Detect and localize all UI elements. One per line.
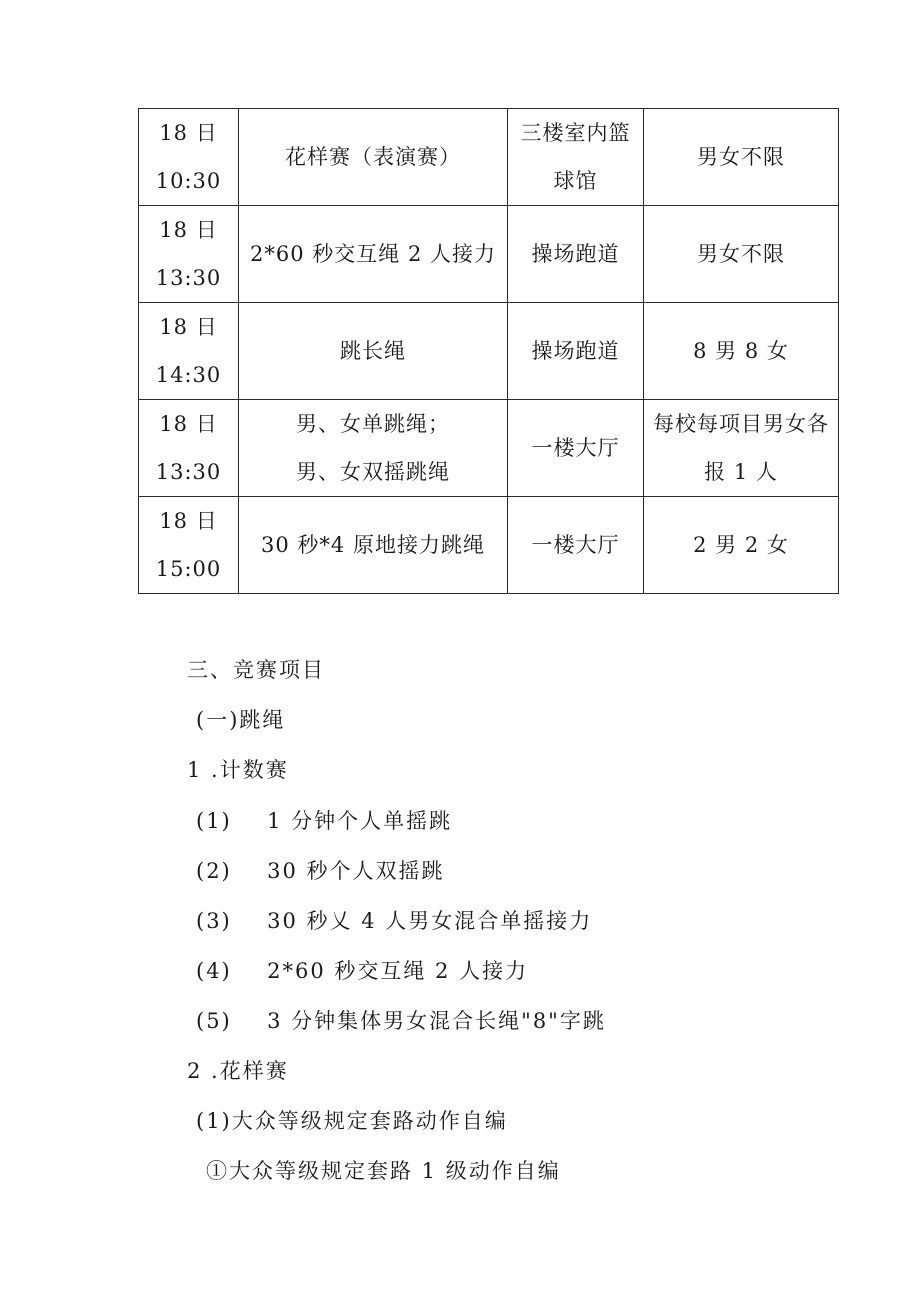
requirement-cell-line: 每校每项目男女各 xyxy=(653,412,829,436)
requirement-cell xyxy=(644,206,839,303)
date-text: 18 日 xyxy=(159,218,218,242)
list-item-number: (5) xyxy=(196,1009,232,1033)
venue-cell-line: 操场跑道 xyxy=(531,242,620,266)
event-cell-line: 2*60 秒交互绳 2 人接力 xyxy=(250,242,496,266)
venue-cell-line: 一楼大厅 xyxy=(531,436,620,460)
event-cell xyxy=(239,400,508,497)
freestyle-subitem-level: ①大众等级规定套路 1 级动作自编 xyxy=(206,1159,561,1183)
venue-cell xyxy=(508,400,644,497)
list-item-text: 3 分钟集体男女混合长绳"8"字跳 xyxy=(267,1009,606,1033)
requirement-cell xyxy=(644,303,839,400)
table-row xyxy=(139,206,839,303)
venue-cell xyxy=(508,303,644,400)
venue-cell xyxy=(508,497,644,594)
list-item-number: (4) xyxy=(196,959,232,983)
list-item-number: (1) xyxy=(196,809,232,833)
list-item-number: (2) xyxy=(196,859,232,883)
time-text: 13:30 xyxy=(155,460,222,484)
requirement-cell-line: 男女不限 xyxy=(697,242,785,266)
item-counting-title: 1 .计数赛 xyxy=(187,758,289,782)
venue-cell-line: 三楼室内篮 xyxy=(520,121,631,145)
time-cell xyxy=(139,497,239,594)
event-cell-line: 男、女双摇跳绳 xyxy=(296,460,450,484)
event-cell xyxy=(239,206,508,303)
event-cell xyxy=(239,109,508,206)
list-item xyxy=(196,956,528,986)
list-item-text: 1 分钟个人单摇跳 xyxy=(267,809,453,833)
item-freestyle-title: 2 .花样赛 xyxy=(187,1059,289,1083)
time-cell xyxy=(139,303,239,400)
list-item xyxy=(196,856,445,886)
time-text: 15:00 xyxy=(155,557,222,581)
table-row xyxy=(139,400,839,497)
venue-cell-line: 操场跑道 xyxy=(531,339,620,363)
subsection-title: (一)跳绳 xyxy=(196,708,286,732)
time-cell xyxy=(139,400,239,497)
venue-cell-line: 一楼大厅 xyxy=(531,533,620,557)
time-text: 13:30 xyxy=(155,266,222,290)
table-row xyxy=(139,303,839,400)
list-item xyxy=(196,806,452,836)
list-item xyxy=(196,1006,606,1036)
date-text: 18 日 xyxy=(159,509,218,533)
requirement-cell-line: 8 男 8 女 xyxy=(693,339,789,363)
schedule-body xyxy=(139,109,839,594)
event-cell xyxy=(239,303,508,400)
venue-cell-line: 球馆 xyxy=(553,169,598,193)
date-text: 18 日 xyxy=(159,121,218,145)
list-item-text: 2*60 秒交互绳 2 人接力 xyxy=(267,959,529,983)
venue-cell xyxy=(508,206,644,303)
requirement-cell-line: 报 1 人 xyxy=(704,460,778,484)
venue-cell xyxy=(508,109,644,206)
event-cell-line: 花样赛（表演赛） xyxy=(285,145,461,169)
list-item-text: 30 秒个人双摇跳 xyxy=(267,859,445,883)
list-item xyxy=(196,906,592,936)
date-text: 18 日 xyxy=(159,315,218,339)
event-cell-line: 跳长绳 xyxy=(340,339,406,363)
date-text: 18 日 xyxy=(159,412,218,436)
requirement-cell xyxy=(644,497,839,594)
event-cell-line: 男、女单跳绳； xyxy=(296,412,450,436)
freestyle-subitem: (1)大众等级规定套路动作自编 xyxy=(196,1109,508,1133)
time-text: 14:30 xyxy=(155,363,222,387)
schedule-table xyxy=(138,108,839,594)
requirement-cell xyxy=(644,109,839,206)
list-item-number: (3) xyxy=(196,909,232,933)
event-cell xyxy=(239,497,508,594)
requirement-cell-line: 2 男 2 女 xyxy=(693,533,789,557)
event-cell-line: 30 秒*4 原地接力跳绳 xyxy=(261,533,485,557)
requirement-cell xyxy=(644,400,839,497)
table-row xyxy=(139,109,839,206)
section-title: 三、竞赛项目 xyxy=(187,658,325,682)
time-text: 10:30 xyxy=(155,169,222,193)
table-row xyxy=(139,497,839,594)
requirement-cell-line: 男女不限 xyxy=(697,145,785,169)
list-item-text: 30 秒乂 4 人男女混合单摇接力 xyxy=(267,909,593,933)
time-cell xyxy=(139,206,239,303)
time-cell xyxy=(139,109,239,206)
